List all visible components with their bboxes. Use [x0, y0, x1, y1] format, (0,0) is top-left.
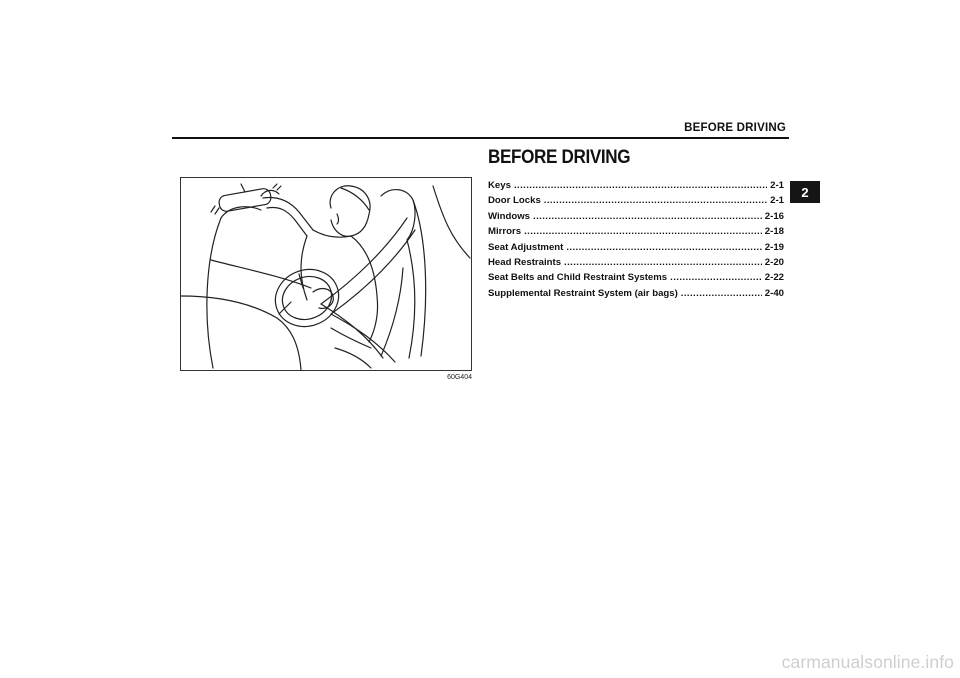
table-of-contents	[488, 178, 784, 301]
toc-item-door-locks[interactable]	[488, 193, 784, 208]
running-header: BEFORE DRIVING	[684, 122, 786, 134]
toc-leader-dots	[670, 270, 762, 285]
toc-item-mirrors[interactable]	[488, 224, 784, 239]
toc-item-windows[interactable]	[488, 209, 784, 224]
toc-item-page: 2-22	[764, 272, 784, 284]
toc-item-seat-adjustment[interactable]	[488, 240, 784, 255]
toc-item-seat-belts[interactable]	[488, 270, 784, 285]
header-rule	[172, 137, 789, 139]
toc-item-keys[interactable]	[488, 178, 784, 193]
toc-leader-dots	[544, 193, 767, 208]
toc-item-title: Keys	[488, 180, 511, 191]
toc-item-page: 2-19	[764, 241, 784, 253]
toc-leader-dots	[514, 178, 767, 193]
chapter-tab: 2	[790, 181, 820, 203]
driver-illustration	[181, 178, 471, 370]
toc-item-title: Seat Adjustment	[488, 241, 564, 253]
toc-item-page: 2-1	[770, 195, 784, 207]
figure-frame	[180, 177, 472, 371]
toc-item-page: 2-18	[764, 226, 784, 238]
toc-item-title: Supplemental Restraint System (air bags)	[488, 287, 678, 299]
toc-item-head-restraints[interactable]	[488, 255, 784, 270]
toc-leader-dots	[564, 255, 762, 270]
toc-item-page: 2-20	[764, 256, 784, 268]
toc-item-page: 2-40	[764, 287, 784, 299]
figure-code: 60G404	[447, 374, 472, 381]
toc-item-title: Mirrors	[488, 226, 522, 238]
watermark: carmanualsonline.info	[781, 652, 954, 672]
section-title: BEFORE DRIVING	[488, 147, 631, 168]
toc-leader-dots	[566, 240, 761, 255]
toc-item-title: Seat Belts and Child Restraint Systems	[488, 272, 668, 284]
toc-item-title: Windows	[488, 210, 531, 222]
toc-leader-dots	[533, 209, 762, 224]
toc-item-air-bags[interactable]	[488, 286, 784, 301]
toc-item-title: Door Locks	[488, 195, 541, 207]
toc-item-page: 2-1	[770, 180, 784, 191]
toc-item-page: 2-16	[764, 210, 784, 222]
toc-item-title: Head Restraints	[488, 256, 562, 268]
toc-leader-dots	[524, 224, 762, 239]
toc-leader-dots	[681, 286, 762, 301]
